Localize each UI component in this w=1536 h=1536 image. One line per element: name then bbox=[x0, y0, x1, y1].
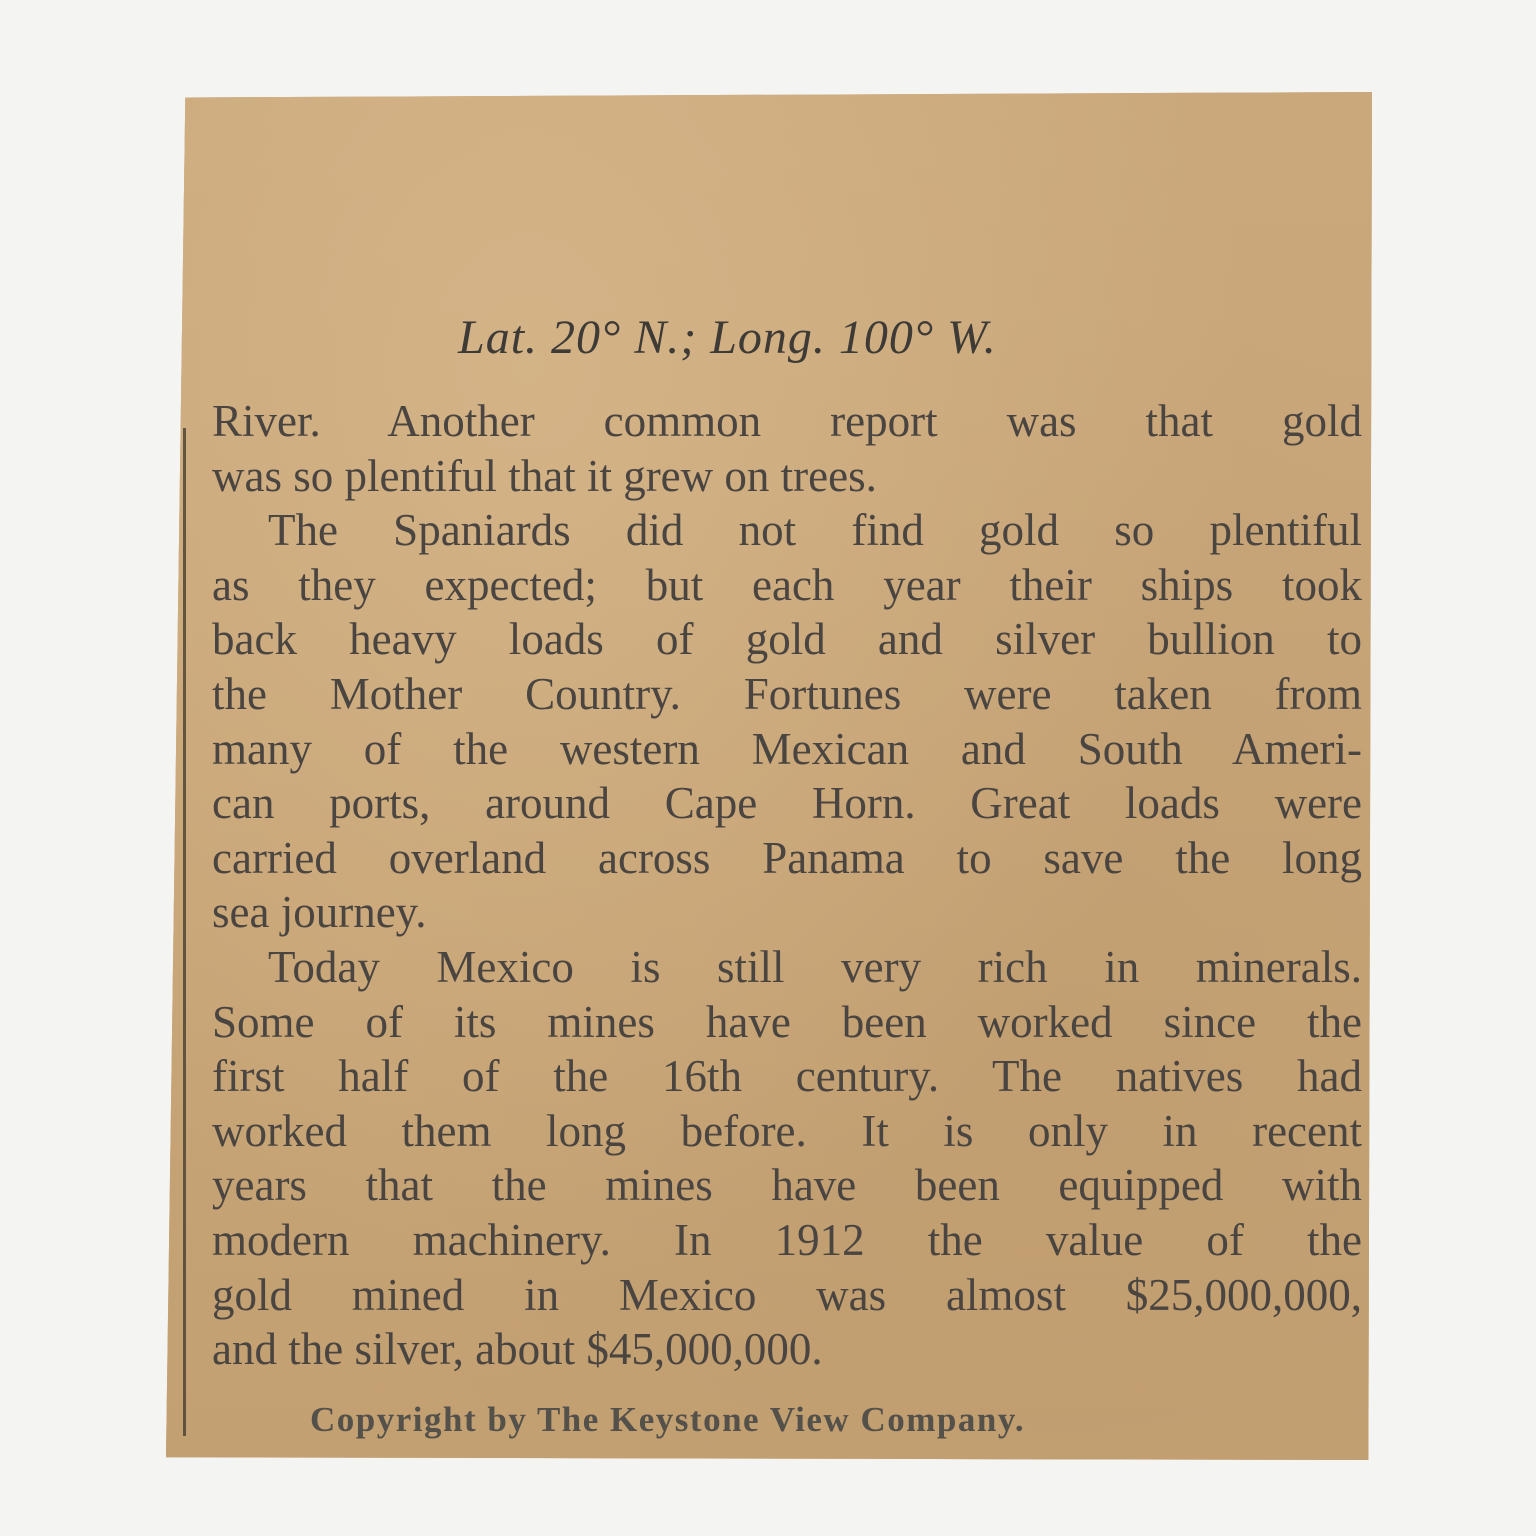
text-line: gold mined in Mexico was almost $25,000,000, bbox=[212, 1269, 1362, 1320]
text-line: the Mother Country. Fortunes were taken from bbox=[212, 668, 1362, 719]
text-line: Today Mexico is still very rich in minerals. bbox=[268, 941, 1362, 992]
text-line: sea journey. bbox=[212, 887, 427, 938]
page-heading: Lat. 20° N.; Long. 100° W. bbox=[458, 311, 997, 364]
body-text bbox=[212, 394, 1362, 1377]
margin-rule bbox=[183, 428, 186, 1436]
text-line: years that the mines have been equipped with bbox=[212, 1160, 1362, 1211]
text-line: first half of the 16th century. The natives had bbox=[212, 1051, 1362, 1102]
text-line: back heavy loads of gold and silver bullion to bbox=[212, 614, 1362, 665]
text-line: as they expected; but each year their ships took bbox=[212, 559, 1362, 610]
text-line: many of the western Mexican and South Ameri- bbox=[212, 723, 1362, 774]
text-line: Some of its mines have been worked since the bbox=[212, 996, 1362, 1047]
text-line: The Spaniards did not find gold so plentiful bbox=[268, 505, 1362, 556]
text-line: modern machinery. In 1912 the value of the bbox=[212, 1214, 1362, 1265]
text-line: carried overland across Panama to save the long bbox=[212, 832, 1362, 883]
text-line: River. Another common report was that gold bbox=[212, 396, 1362, 446]
text-line: can ports, around Cape Horn. Great loads were bbox=[212, 778, 1362, 829]
copyright-notice: Copyright by The Keystone View Company. bbox=[310, 1400, 1026, 1439]
text-line: and the silver, about $45,000,000. bbox=[212, 1324, 823, 1375]
text-line: worked them long before. It is only in recent bbox=[212, 1105, 1362, 1156]
text-line: was so plentiful that it grew on trees. bbox=[212, 450, 877, 501]
